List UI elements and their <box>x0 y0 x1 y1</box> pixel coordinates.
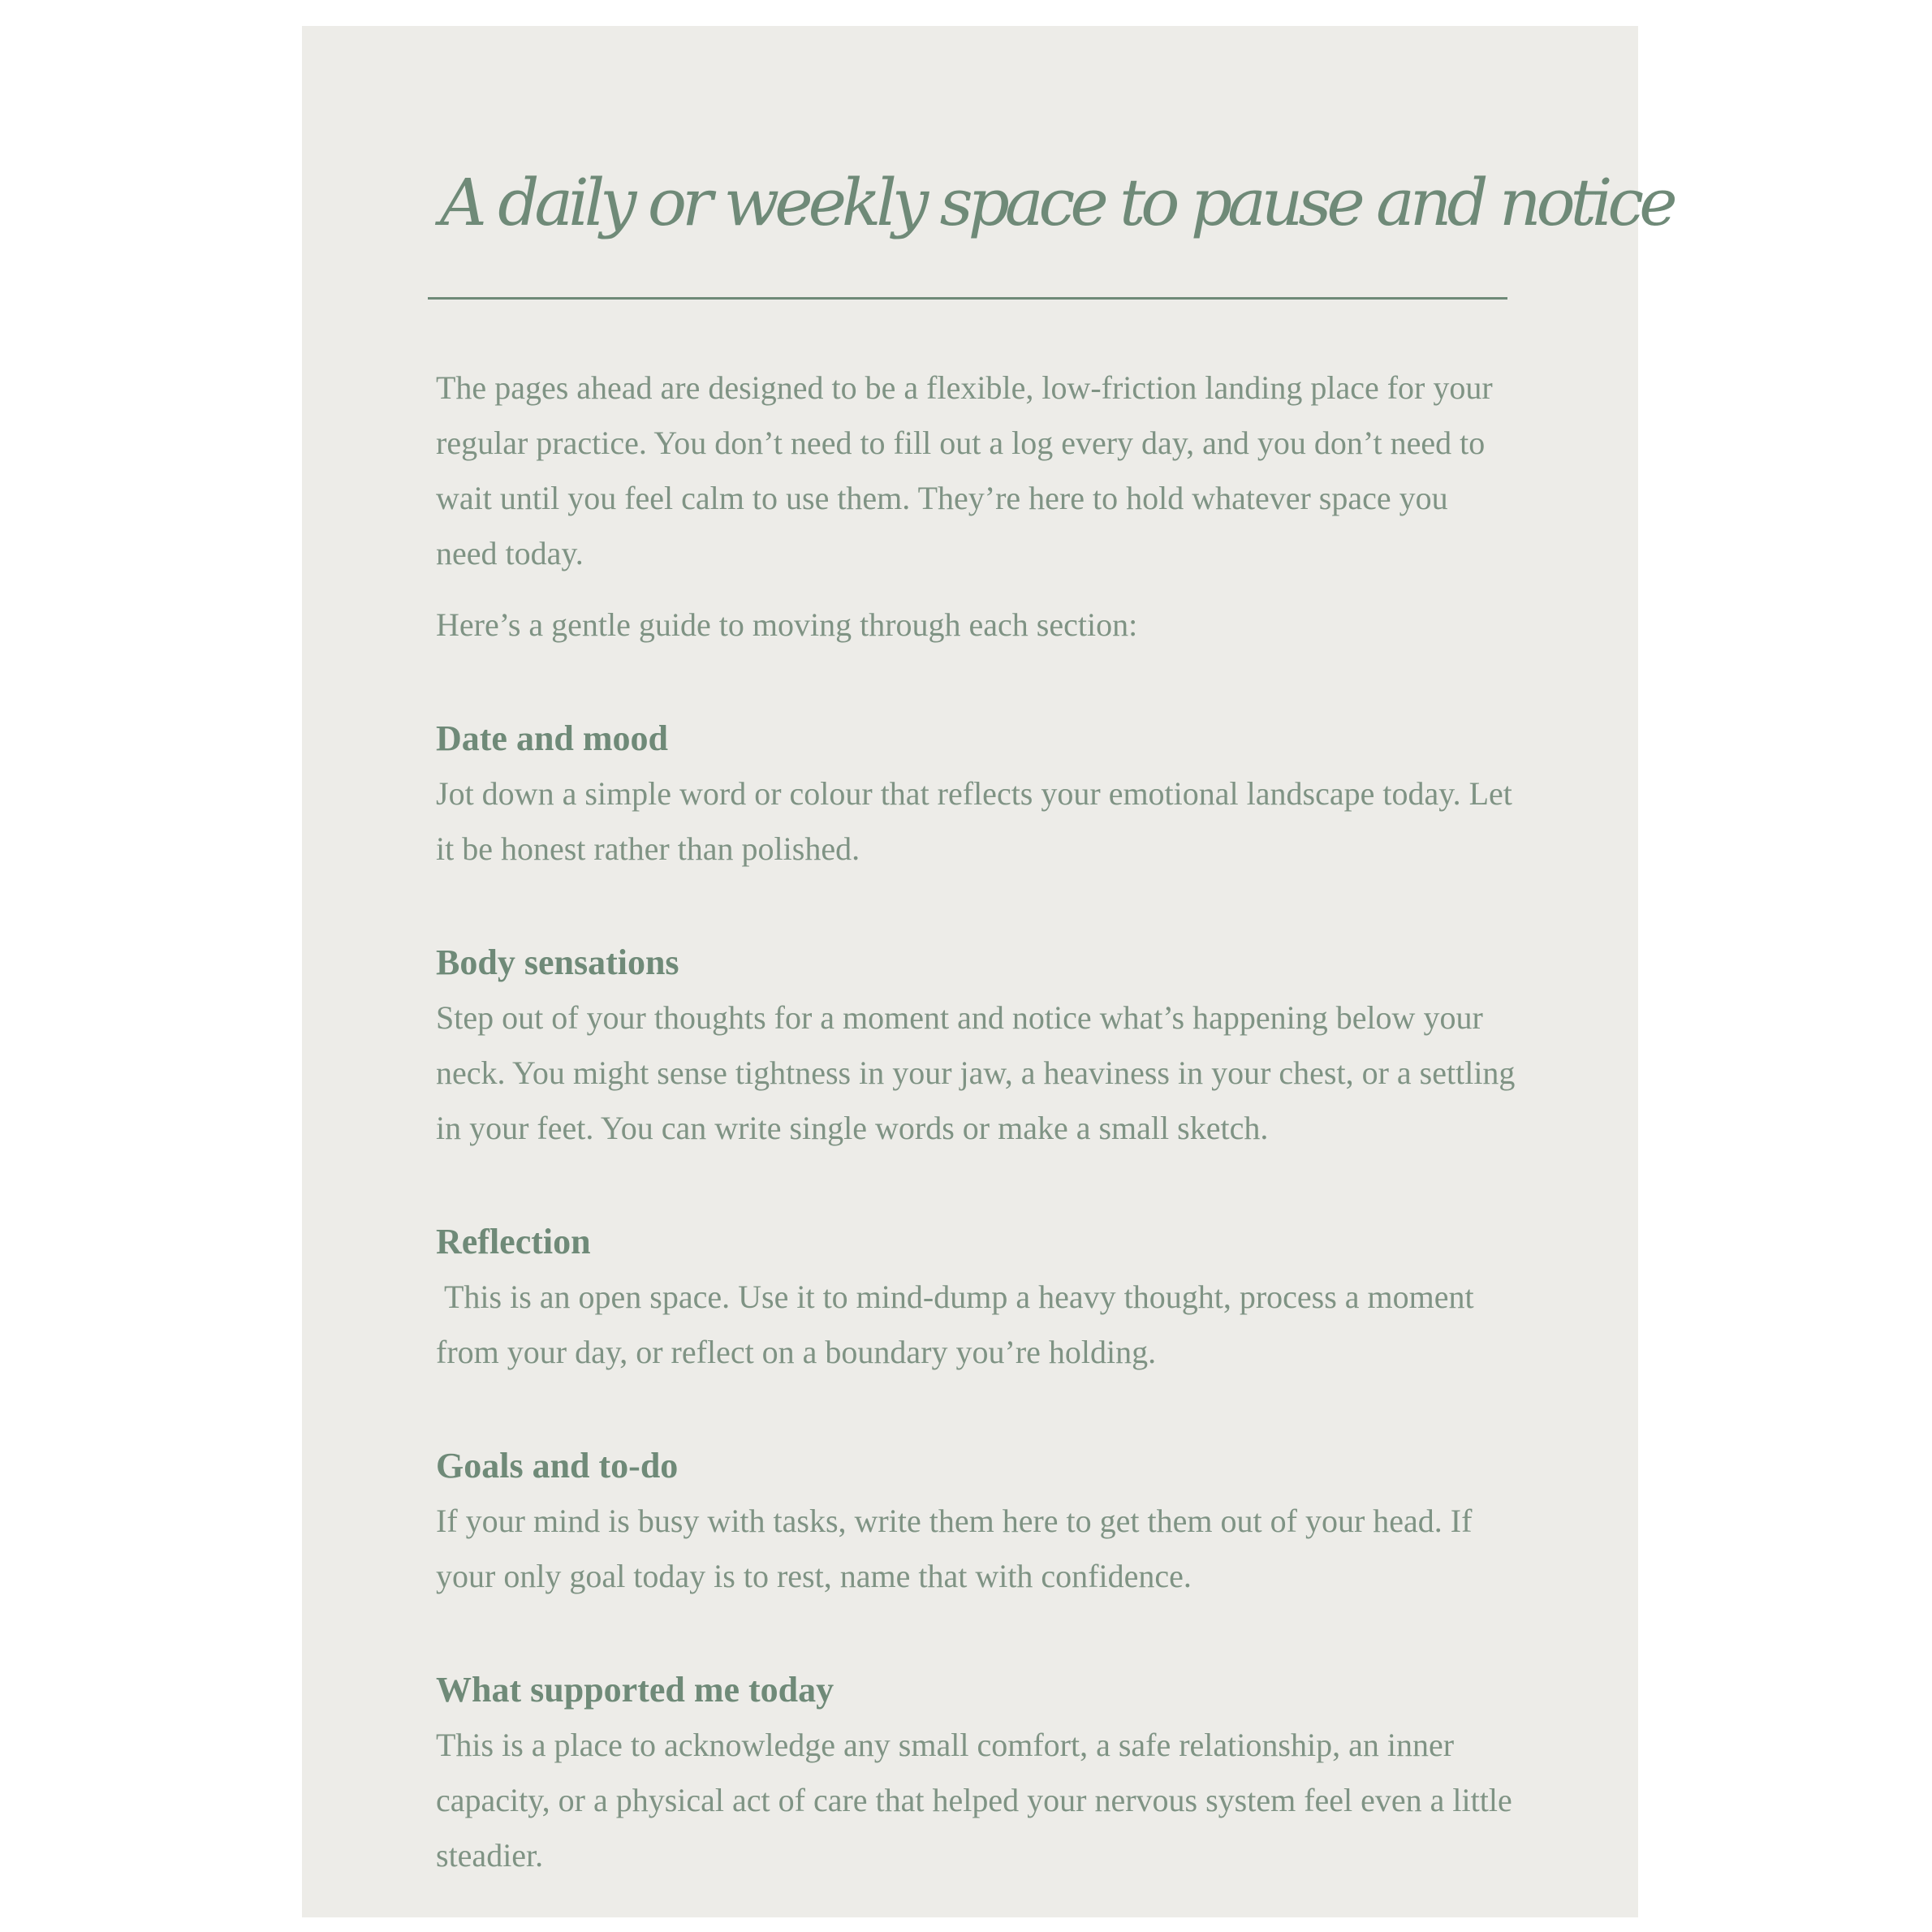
section-body-sensations <box>436 935 1516 1156</box>
section-description: This is an open space. Use it to mind-dump a heavy thought, process a moment from your day, or reflect on a boundary you’re holding. <box>436 1279 1482 1370</box>
section-heading: Goals and to-do <box>436 1446 679 1486</box>
guide-intro-paragraph: Here’s a gentle guide to moving through each section: <box>436 606 1138 643</box>
section-description: This is a place to acknowledge any small comfort, a safe relationship, an inner capacity, or a physical act of care that helped your nervous system feel even a little steadier. <box>436 1727 1512 1874</box>
section-description: Jot down a simple word or colour that reflects your emotional landscape today. Let it be honest rather than polished. <box>436 775 1512 867</box>
section-heading: Reflection <box>436 1222 591 1261</box>
section-description: If your mind is busy with tasks, write them here to get them out of your head. If your only goal today is to rest, name that with confidence. <box>436 1503 1473 1594</box>
section-reflection <box>436 1214 1516 1380</box>
section-goals-and-to-do <box>436 1438 1516 1604</box>
intro-paragraph: The pages ahead are designed to be a flexible, low-friction landing place for your regular practice. You don’t need to fill out a log every day, and you don’t need to wait until you feel calm to use them. They’re here to hold whatever space you need today. <box>436 369 1493 571</box>
title-divider <box>428 297 1507 300</box>
section-heading: What supported me today <box>436 1670 834 1710</box>
section-heading: Date and mood <box>436 718 669 758</box>
page-title: A daily or weekly space to pause and notice <box>440 165 1673 240</box>
section-what-supported-me-today <box>436 1662 1516 1883</box>
section-date-and-mood <box>436 711 1516 877</box>
section-description: Step out of your thoughts for a moment and notice what’s happening below your neck. You might sense tightness in your jaw, a heaviness in your chest, or a settling in your feet. You can write single words or make a small sketch. <box>436 999 1516 1146</box>
section-heading: Body sensations <box>436 942 679 982</box>
journal-page <box>302 26 1673 1917</box>
page-content <box>436 360 1516 1883</box>
